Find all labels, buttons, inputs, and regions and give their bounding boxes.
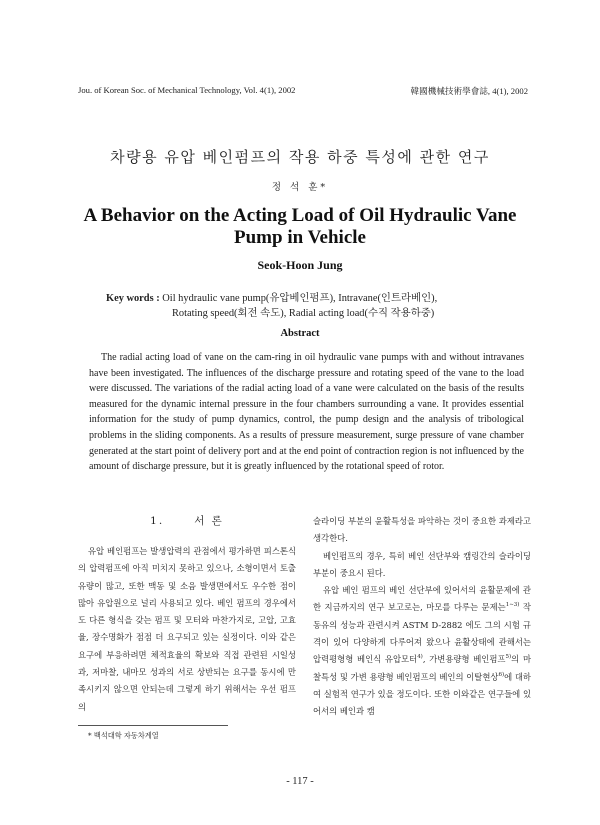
paragraph-3-text-c: , 가변용량형 베인펌프 — [422, 654, 506, 665]
introduction-continuation: 슬라이딩 부분의 윤활특성을 파악하는 것이 중요한 과제라고 생각한다. — [313, 516, 531, 544]
abstract-heading: Abstract — [280, 328, 320, 339]
paragraph-3-text-a: 유압 베인 펌프의 베인 선단부에 있어서의 윤활문제에 관한 지금까지의 연구 보고로는, 마모를 다루는 문제는 — [313, 585, 531, 613]
section-title: 서 론 — [194, 515, 224, 527]
reference-5: 5) — [505, 654, 512, 661]
keywords — [106, 291, 526, 321]
page-number: - 117 - — [286, 776, 314, 787]
paper-title-english: A Behavior on the Acting Load of Oil Hydraulic Vane Pump in Vehicle — [83, 205, 517, 248]
reference-6: 6) — [498, 671, 505, 678]
footnote-divider — [78, 725, 228, 726]
right-column — [313, 513, 531, 721]
journal-citation-korean: 韓國機械技術學會誌, 4(1), 2002 — [410, 86, 528, 96]
paragraph-3-text-e: 에 대하여 실험적 연구가 있을 정도이다. 또한 이와같은 연구들에 있어서의 베인과 캠 — [313, 671, 531, 717]
introduction-paragraph-3 — [313, 582, 531, 720]
keywords-label: Key words : — [106, 293, 160, 304]
author-affiliation-footnote: * 백석대학 자동차계열 — [88, 731, 159, 740]
reference-1-3: 1∼3) — [505, 602, 520, 609]
abstract-text: The radial acting load of vane on the cam-ring in oil hydraulic vane pumps with and without intravanes have been investigated. The influences of the discharge pressure and rotating speed of the vane to the load were discussed. The variations of the radial acting load of a vane were calculated on the basis of the results measured for the dynamic internal pressure in the four chambers surrounding a vane. It provides essential information for the study of pump dynamics, control, the pump design and the analysis of tribological problems in the sliding components. As a results of pressure measurement, surge pressure of vane chamber generated at the start point of delivery port and at the end point of contraction region is not influenced by the amount of discharge pressure, but it is greatly influenced by the rotational speed of rotor. — [89, 352, 524, 473]
introduction-paragraph-1: 유압 베인펌프는 발생압력의 관점에서 평가하면 피스톤식의 압력펌프에 아직 미치지 못하고 있으나, 소형이면서 토출유량이 많고, 또한 맥동 및 소음 발생면에서도 우수한 점이 많아 유압원으로 널리 사용되고 있다. 베인 펌프의 경우에서도 다른 형식을 갖는 펌프 및 모터와 마찬가지로, 고압, 고효율, 장수명화가 점점 더 요구되고 있는 실정이다. 이와 같은 요구에 부응하려면 체적효율의 확보와 직접 관련된 시일성과, 저마찰, 내마모 성과의 서로 상반되는 요구를 동시에 만족시키지 않으면 안되는데 그렇게 하기 위해서는 우선 펌프의 — [78, 546, 296, 712]
running-header — [78, 85, 528, 97]
section-heading-introduction — [78, 513, 296, 530]
left-column — [78, 513, 296, 716]
author-name-english: Seok-Hoon Jung — [257, 258, 343, 272]
paper-title-korean: 차량용 유압 베인펌프의 작용 하중 특성에 관한 연구 — [110, 148, 490, 166]
introduction-paragraph-2: 베인펌프의 경우, 특히 베인 선단부와 캠링간의 슬라이딩부분이 중요시 된다. — [313, 550, 531, 578]
keywords-line-2: Rotating speed(회전 속도), Radial acting load(수직 작용하중) — [172, 308, 435, 319]
author-name-korean: 정 석 훈* — [271, 182, 329, 193]
paragraph-3-text-d: 의 마찰특성 및 가변 용량형 베인펌프의 베인의 이탈현상 — [313, 654, 532, 682]
section-number: 1. — [150, 515, 165, 527]
reference-4: 4) — [417, 654, 423, 661]
keywords-line-1: Oil hydraulic vane pump(유압베인펌프), Intravane(인트라베인), — [162, 293, 438, 304]
journal-citation-english: Jou. of Korean Soc. of Mechanical Technology, Vol. 4(1), 2002 — [78, 85, 296, 95]
paragraph-3-text-b: 작동유의 성능과 관련시켜 ASTM D-2882 에도 그의 시험 규격이 있어 다양하게 다루어져 왔으나 윤활상태에 관해서는 압력평형형 베인식 유압모터 — [313, 602, 531, 665]
